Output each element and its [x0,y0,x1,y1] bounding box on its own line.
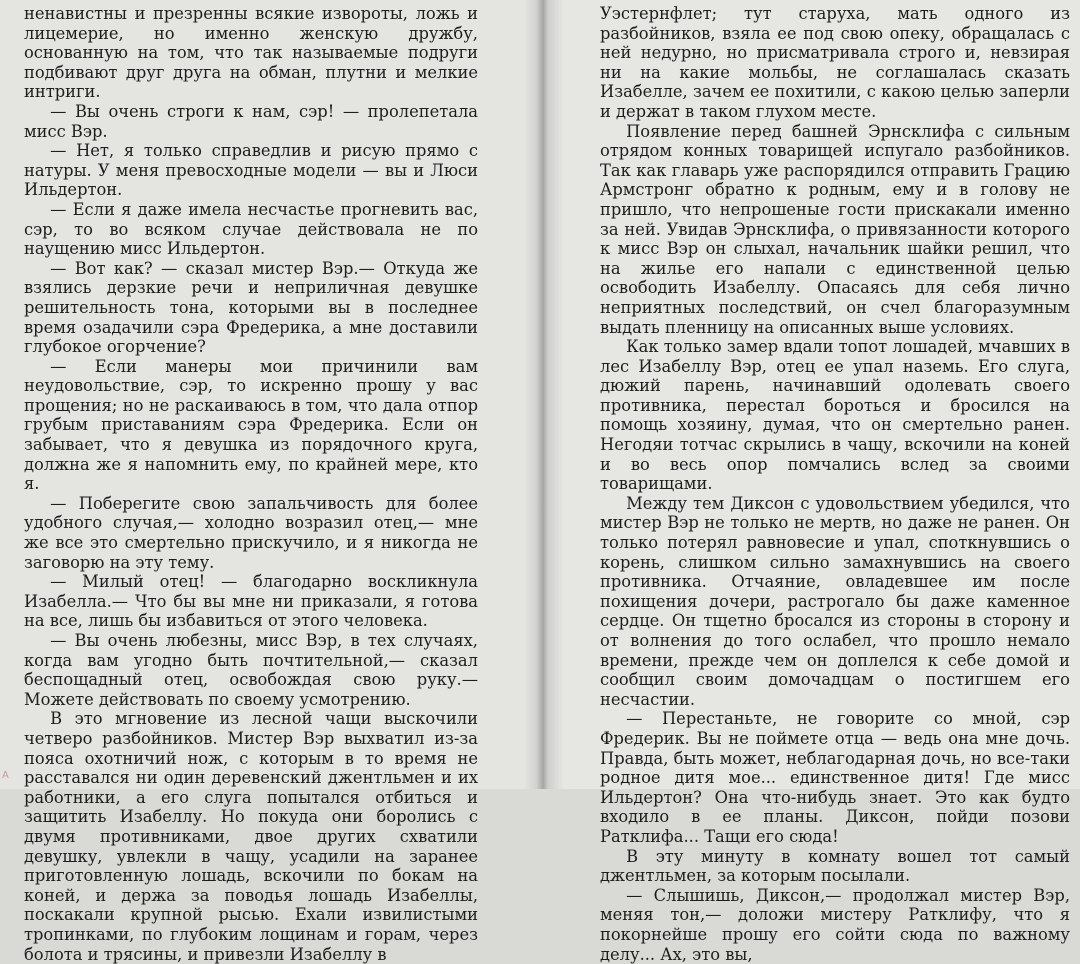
left-paragraph-2: — Вы очень строги к нам, сэр! — пролепетала мисс Вэр. [24,101,478,141]
left-paragraph-1: ненавистны и презренны всякие извороты, ложь и лицемерие, но именно женскую дружбу, основанную на том, что так называемые подруги подбивают друг друга на обман, плутни и мелкие интриги. [24,4,478,102]
left-paragraph-7: — Поберегите свою запальчивость для более удобного случая,— холодно возразил отец,— мне же все это смертельно прискучило, и я никогда не заговорю на эту тему. [24,493,478,572]
right-paragraph-6: В эту минуту в комнату вошел тот самый джентльмен, за которым посылали. [600,846,1070,886]
left-paragraph-4: — Если я даже имела несчастье прогневить вас, сэр, то во всяком случае действовала не по наущению мисс Ильдертон. [24,199,478,259]
right-paragraph-5: — Перестаньте, не говорите со мной, сэр Фредерик. Вы не поймете отца — ведь она мне дочь. Правда, быть может, неблагодарная дочь, но все-таки родное дитя мое... единственное дитя! Где мисс Ильдертон? Она что-нибудь знает. Это как будто входило в ее планы. Диксон, пойди позови Ратклифа... Тащи его сюда! [600,709,1070,846]
right-paragraph-2: Появление перед башней Эрнсклифа с сильным отрядом конных товарищей испугало разбойников. Так как главарь уже распорядился отправить Грацию Армстронг обратно к родным, ему и в голову не пришло, что непрошеные гости прискакали именно за ней. Увидав Эрнсклифа, о привязанности которого к мисс Вэр он слыхал, начальник шайки решил, что на жилье его напали с единственной целью освободить Изабеллу. Опасаясь для себя лично неприятных последствий, он счел благоразумным выдать пленницу на описанных выше условиях. [600,121,1070,337]
right-paragraph-1: Уэстернфлет; тут старуха, мать одного из разбойников, взяла ее под свою опеку, обращалась с ней недурно, но присматривала строго и, невзирая ни на какие мольбы, не соглашалась сказать Изабелле, зачем ее похитили, с какою целью заперли и держат в таком глухом месте. [600,4,1070,121]
left-paragraph-6: — Если манеры мои причинили вам неудовольствие, сэр, то искренно прошу у вас прощения; но не раскаиваюсь в том, что дала отпор грубым приставаниям сэра Фредерика. Если он забывает, что я девушка из порядочного круга, должна же я напомнить ему, по крайней мере, кто я. [24,356,478,494]
margin-mark: А [2,770,9,781]
right-paragraph-3: Как только замер вдали топот лошадей, мчавших в лес Изабеллу Вэр, отец ее упал наземь. Его слуга, дюжий парень, начинавший одолевать своего противника, перестал бороться и бросился на помощь хозяину, думая, что он смертельно ранен. Негодяи тотчас скрылись в чащу, вскочили на коней и во весь опор помчались вслед за своими товарищами. [600,337,1070,494]
left-paragraph-5: — Вот как? — сказал мистер Вэр.— Откуда же взялись дерзкие речи и неприличная девушке решительность тона, которыми вы в последнее время озадачили сэра Фредерика, а мне доставили глубокое огорчение? [24,258,478,357]
left-page [0,0,536,964]
right-paragraph-4: Между тем Диксон с удовольствием убедился, что мистер Вэр не только не мертв, но даже не ранен. Он только потерял равновесие и упал, споткнувшись о корень, слишком сильно замахнувшись на своего противника. Отчаяние, овладевшее им после похищения дочери, растрогало бы даже каменное сердце. Он тщетно бросался из стороны в сторону и от волнения до того ослабел, что прошло немало времени, прежде чем он доплелся к себе домой и сообщил своим домочадцам о постигшем его несчастии. [600,493,1070,709]
left-paragraph-3: — Нет, я только справедлив и рисую прямо с натуры. У меня превосходные модели — вы и Люси Ильдертон. [24,141,478,200]
left-paragraph-9: — Вы очень любезны, мисс Вэр, в тех случаях, когда вам угодно быть почтительной,— сказал беспощадный отец, освобождая свою руку.— Можете действовать по своему усмотрению. [24,631,478,709]
right-page [536,0,1080,964]
left-paragraph-10: В это мгновение из лесной чащи выскочили четверо разбойников. Мистер Вэр выхватил из-за пояса охотничий нож, с которым в то время не расставался ни один деревенский джентльмен и их работники, а его слуга попытался отбиться и защитить Изабеллу. Но покуда они боролись с двумя противниками, двое других схватили девушку, увлекли в чащу, усадили на заранее приготовленную лошадь, вскочили по бокам на коней, и держа за поводья лошадь Изабеллы, поскакали крупной рысью. Ехали извилистыми тропинками, по глубоким лощинам и горам, через болота и трясины, и привезли Изабеллу в [24,709,478,964]
right-paragraph-7: — Слышишь, Диксон,— продолжал мистер Вэр, меняя тон,— доложи мистеру Ратклифу, что я покорнейше прошу его сойти сюда по важному делу... Ах, это вы, [600,885,1070,964]
left-paragraph-8: — Милый отец! — благодарно воскликнула Изабелла.— Что бы вы мне ни приказали, я готова на все, лишь бы избавиться от этого человека. [24,572,478,631]
